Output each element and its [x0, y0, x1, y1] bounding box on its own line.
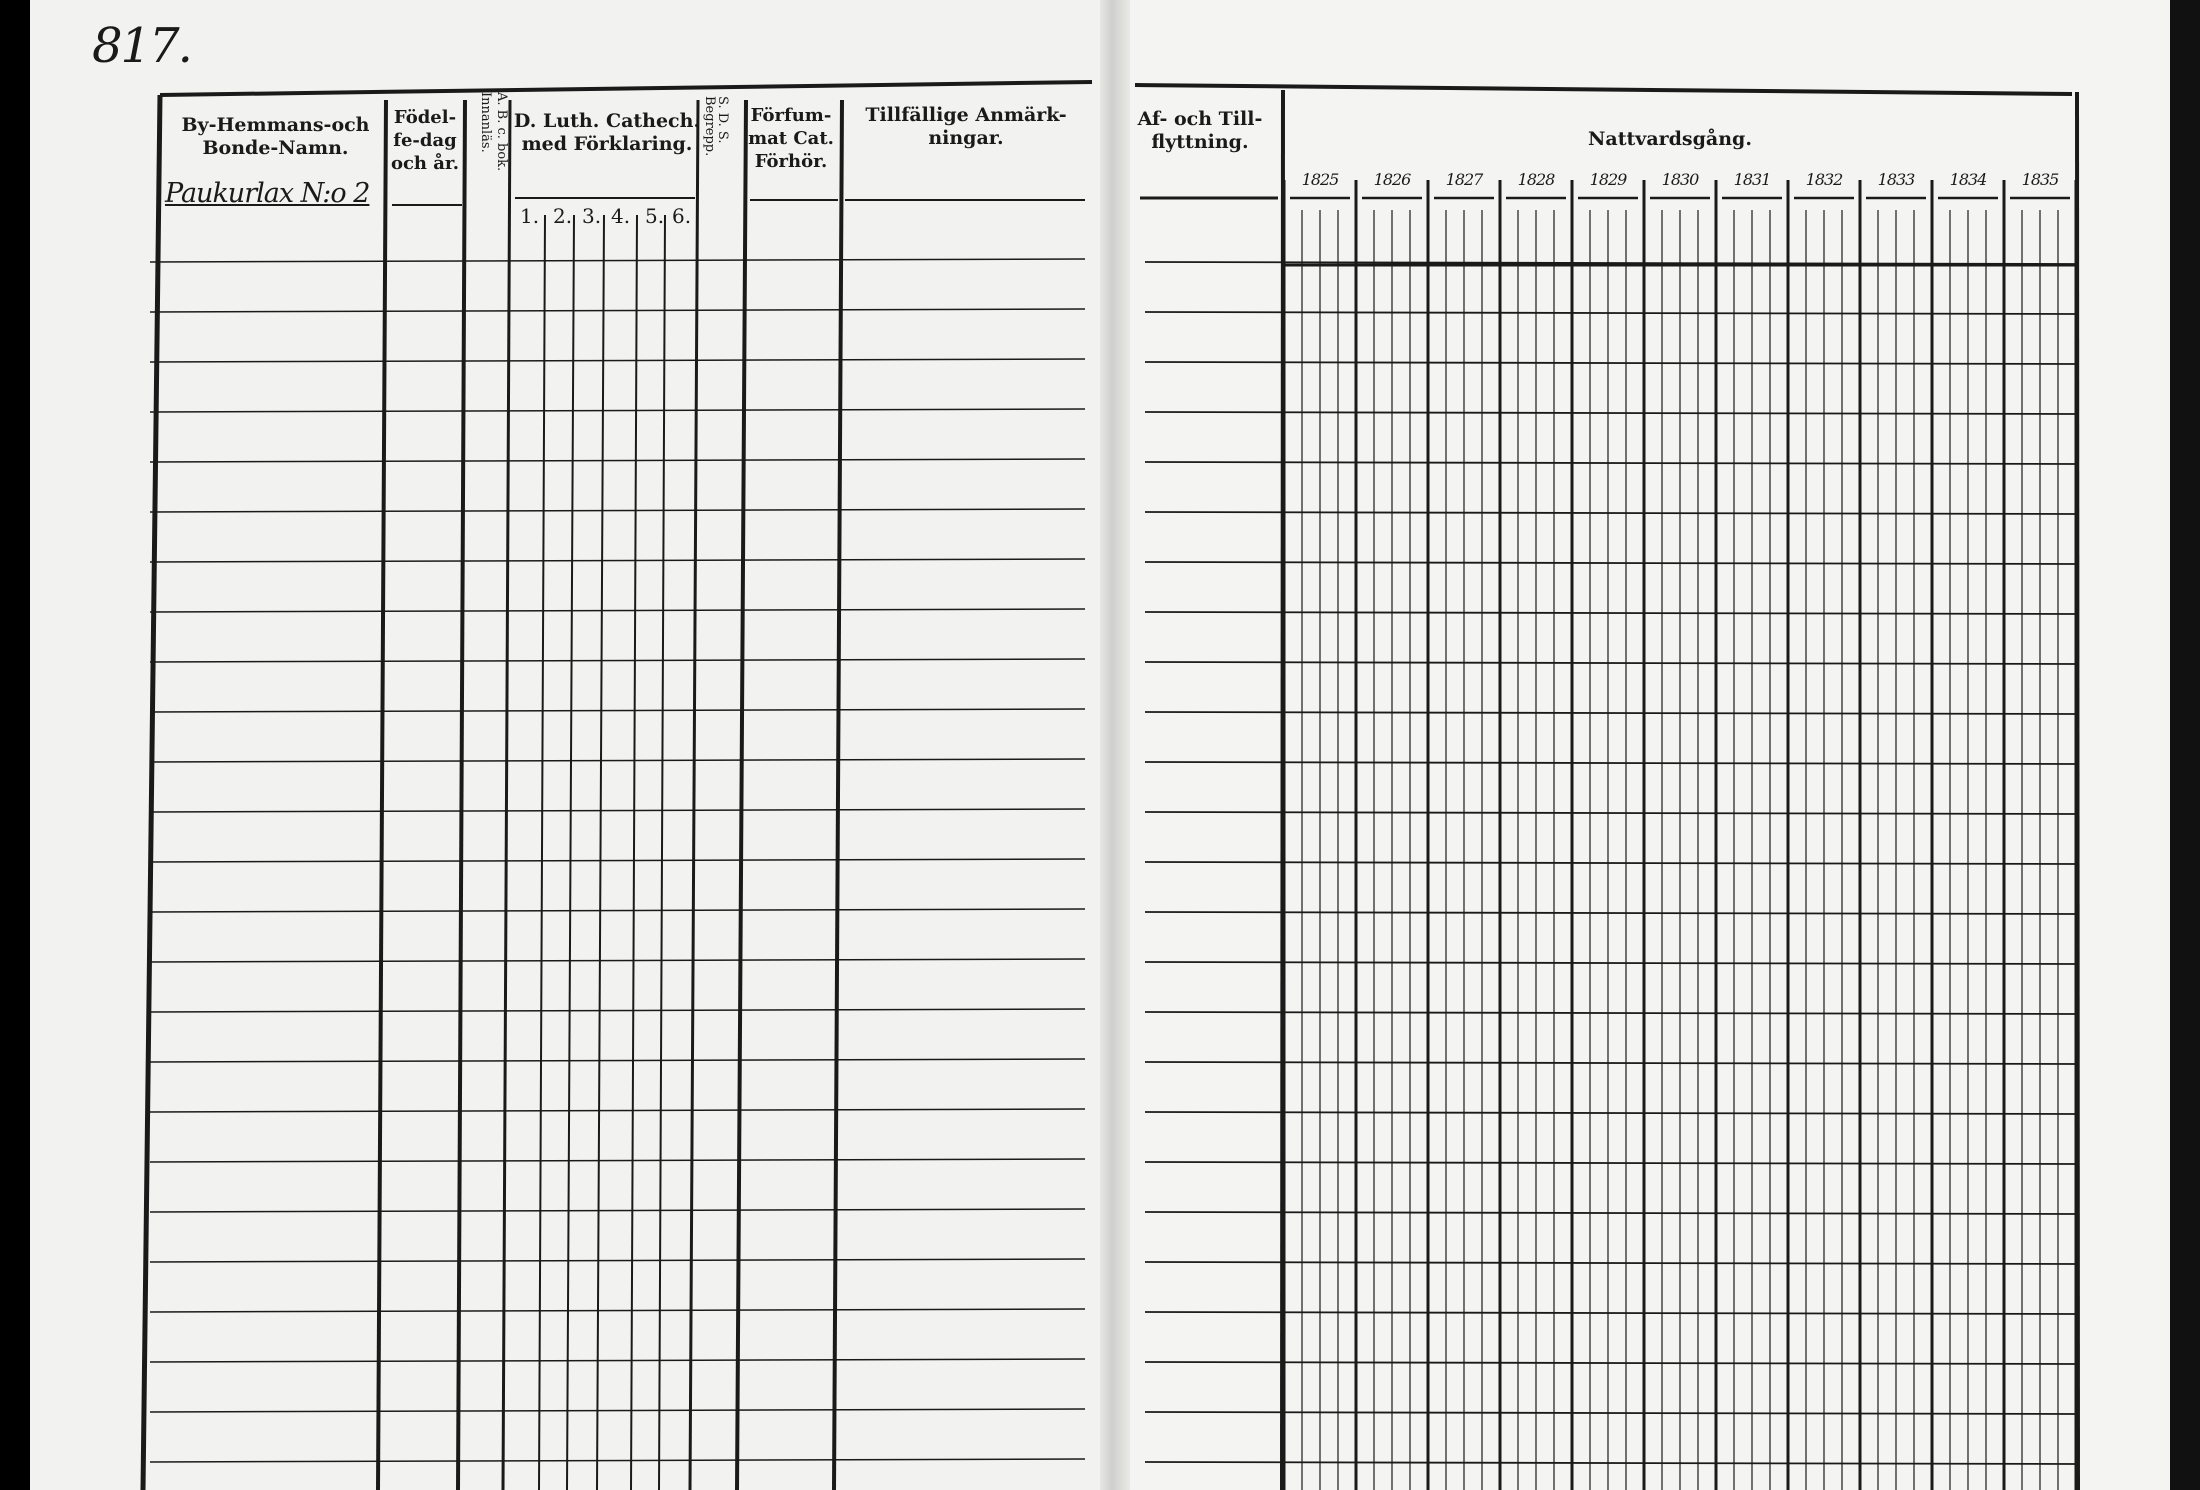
- left-row-rule: [150, 809, 1085, 812]
- year-label: 1827: [1445, 170, 1483, 189]
- year-label: 1835: [2021, 170, 2059, 189]
- left-row-rule: [150, 459, 1085, 462]
- left-row-rule: [150, 1059, 1085, 1062]
- left-row-rule: [150, 259, 1085, 262]
- left-row-rule: [150, 1009, 1085, 1012]
- left-row-rule: [150, 1159, 1085, 1162]
- left-row-rule: [150, 509, 1085, 512]
- year-label: 1830: [1661, 170, 1699, 189]
- header-birth: Födel-fe-dag och år.: [390, 107, 460, 174]
- catechism-section-4: 4.: [611, 204, 631, 228]
- header-remarks: Tillfällige Anmärk-ningar.: [865, 104, 1067, 149]
- right-top-rule: [1135, 85, 2072, 94]
- header-moving: Af- och Till-flyttning.: [1137, 108, 1263, 153]
- left-row-rule: [150, 1209, 1085, 1212]
- year-label: 1829: [1589, 170, 1627, 189]
- left-column-rule: [690, 100, 698, 1490]
- village-entry: Paukurlax N:o 2: [165, 178, 370, 209]
- year-label: 1833: [1877, 170, 1915, 189]
- header-communion: Nattvardsgång.: [1588, 128, 1752, 150]
- left-column-rule: [659, 215, 665, 1490]
- catechism-section-6: 6.: [672, 204, 692, 228]
- header-name: By-Hemmans-och Bonde-Namn.: [181, 114, 370, 159]
- left-top-rule: [160, 82, 1092, 95]
- left-row-rule: [150, 359, 1085, 362]
- header-reading-innan: Innanläs.: [478, 92, 493, 153]
- left-row-rule: [150, 959, 1085, 962]
- left-row-rule: [150, 1259, 1085, 1262]
- left-row-rule: [150, 559, 1085, 562]
- left-row-rule: [150, 909, 1085, 912]
- left-row-rule: [150, 1359, 1085, 1362]
- header-reading-abc: A. B. c. bok.: [494, 92, 509, 172]
- year-label: 1828: [1517, 170, 1555, 189]
- year-label: 1834: [1949, 170, 1987, 189]
- left-border: [143, 95, 160, 1490]
- header-catechism: D. Luth. Cathech. med Förklaring.: [513, 110, 701, 155]
- header-begrepp: Begrepp.: [702, 96, 717, 157]
- left-row-rule: [150, 409, 1085, 412]
- left-column-rule: [378, 100, 386, 1490]
- year-label: 1831: [1733, 170, 1771, 189]
- catechism-section-3: 3.: [582, 204, 602, 228]
- left-column-rule: [737, 100, 746, 1490]
- left-row-rule: [150, 709, 1085, 712]
- left-column-rule: [597, 215, 604, 1490]
- year-label: 1832: [1805, 170, 1843, 189]
- left-row-rule: [150, 609, 1085, 612]
- left-row-rule: [150, 859, 1085, 862]
- left-row-rule: [150, 759, 1085, 762]
- left-row-rule: [150, 1309, 1085, 1312]
- left-row-rule: [150, 1459, 1085, 1462]
- left-row-rule: [150, 309, 1085, 312]
- left-column-rule: [539, 215, 545, 1490]
- header-missed-catechism: Förfum-mat Cat. Förhör.: [748, 105, 834, 172]
- left-column-rule: [567, 215, 574, 1490]
- left-column-rule: [503, 100, 510, 1490]
- left-row-rule: [150, 1409, 1085, 1412]
- left-column-rule: [834, 100, 842, 1490]
- catechism-section-1: 1.: [520, 204, 540, 228]
- left-column-rule: [458, 100, 465, 1490]
- catechism-section-2: 2.: [553, 204, 573, 228]
- year-label: 1825: [1301, 170, 1339, 189]
- catechism-section-5: 5.: [645, 204, 665, 228]
- page-number: 817.: [92, 18, 191, 74]
- left-column-rule: [631, 215, 637, 1490]
- year-label: 1826: [1373, 170, 1411, 189]
- left-row-rule: [150, 659, 1085, 662]
- header-sds: S. D. S.: [715, 96, 730, 144]
- left-row-rule: [150, 1109, 1085, 1112]
